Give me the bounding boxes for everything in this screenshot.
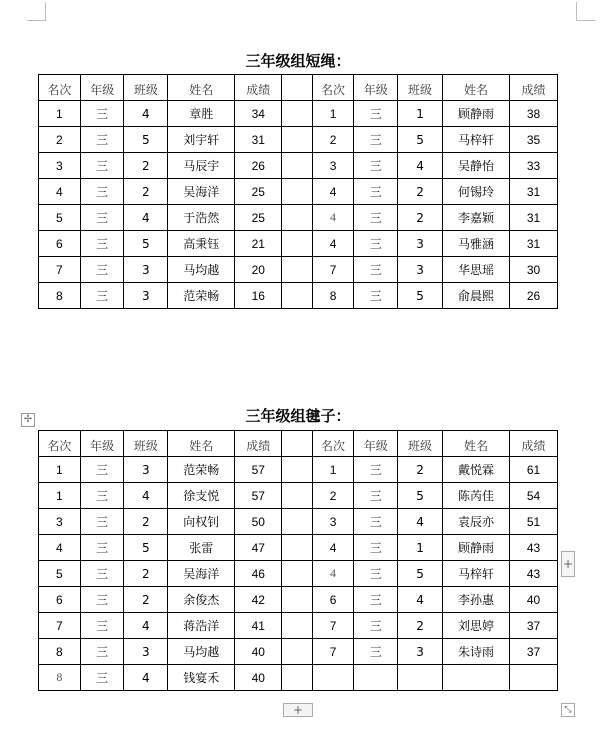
cell-name: 吴海洋 xyxy=(168,561,235,587)
cell-class: 1 xyxy=(398,535,443,561)
cell-name: 刘宇轩 xyxy=(168,127,235,153)
cell-score: 43 xyxy=(510,535,558,561)
gap-cell xyxy=(282,535,313,561)
gap-cell xyxy=(282,483,313,509)
cell-score: 50 xyxy=(235,509,282,535)
gap-cell xyxy=(282,613,313,639)
cell-grade: 三 xyxy=(80,535,124,561)
cell-class: 4 xyxy=(124,483,168,509)
cell-rank: 1 xyxy=(312,101,354,127)
cell-score: 47 xyxy=(235,535,282,561)
gap-cell xyxy=(282,587,313,613)
header-row xyxy=(39,75,558,101)
header-cell-rank: 名次 xyxy=(312,75,354,101)
shuttlecock-results-table xyxy=(38,430,558,691)
cell-name: 余俊杰 xyxy=(168,587,235,613)
cell-grade: 三 xyxy=(80,153,124,179)
cell-class: 4 xyxy=(398,509,443,535)
cell-rank: 4 xyxy=(312,205,354,231)
cell-score: 31 xyxy=(510,231,558,257)
cell-name: 向权钊 xyxy=(168,509,235,535)
table-row xyxy=(39,127,558,153)
page-corner-mark-top-right xyxy=(576,2,595,21)
cell-score: 54 xyxy=(510,483,558,509)
cell-score: 57 xyxy=(235,457,282,483)
cell-rank: 3 xyxy=(39,153,81,179)
cell-rank: 8 xyxy=(39,283,81,309)
header-cell-name: 姓名 xyxy=(168,431,235,457)
cell-rank: 5 xyxy=(39,205,81,231)
gap-cell xyxy=(282,665,313,691)
cell-name: 章胜 xyxy=(168,101,235,127)
cell-class: 2 xyxy=(124,561,168,587)
cell-grade xyxy=(354,665,398,691)
cell-name: 何锡玲 xyxy=(442,179,509,205)
cell-rank: 3 xyxy=(39,509,81,535)
cell-name: 范荣畅 xyxy=(168,457,235,483)
gap-cell xyxy=(282,75,313,101)
cell-name: 蒋浩洋 xyxy=(168,613,235,639)
cell-rank: 4 xyxy=(39,179,81,205)
cell-name xyxy=(442,665,509,691)
cell-class: 2 xyxy=(124,587,168,613)
gap-cell xyxy=(282,639,313,665)
cell-grade: 三 xyxy=(80,179,124,205)
cell-score: 35 xyxy=(510,127,558,153)
gap-cell xyxy=(282,127,313,153)
cell-score: 43 xyxy=(510,561,558,587)
cell-rank: 4 xyxy=(312,535,354,561)
header-cell-name: 姓名 xyxy=(442,75,509,101)
cell-name: 吴海洋 xyxy=(168,179,235,205)
cell-grade: 三 xyxy=(354,231,398,257)
table-row xyxy=(39,665,558,691)
cell-class: 2 xyxy=(398,179,443,205)
cell-class: 5 xyxy=(398,483,443,509)
cell-class: 5 xyxy=(398,283,443,309)
cell-score: 40 xyxy=(235,665,282,691)
cell-grade: 三 xyxy=(354,483,398,509)
cell-class: 5 xyxy=(124,231,168,257)
cell-grade: 三 xyxy=(354,613,398,639)
header-row xyxy=(39,431,558,457)
cell-rank: 4 xyxy=(39,535,81,561)
gap-cell xyxy=(282,431,313,457)
cell-score: 31 xyxy=(235,127,282,153)
table-row xyxy=(39,613,558,639)
cell-name: 马均越 xyxy=(168,257,235,283)
cell-class: 5 xyxy=(124,127,168,153)
cell-grade: 三 xyxy=(80,561,124,587)
cell-rank: 1 xyxy=(39,483,81,509)
cell-score: 26 xyxy=(510,283,558,309)
cell-name: 吴静怡 xyxy=(442,153,509,179)
cell-grade: 三 xyxy=(80,639,124,665)
table-row xyxy=(39,153,558,179)
cell-rank: 6 xyxy=(39,231,81,257)
shuttlecock-table-title: 三年级组毽子： xyxy=(245,407,351,425)
cell-name: 高秉钰 xyxy=(168,231,235,257)
cell-score: 33 xyxy=(510,153,558,179)
cell-grade: 三 xyxy=(354,535,398,561)
header-cell-score: 成绩 xyxy=(510,75,558,101)
table-row xyxy=(39,457,558,483)
cell-class: 1 xyxy=(398,101,443,127)
cell-grade: 三 xyxy=(354,561,398,587)
cell-class: 3 xyxy=(398,257,443,283)
cell-name: 顾静雨 xyxy=(442,535,509,561)
cell-score: 30 xyxy=(510,257,558,283)
gap-cell xyxy=(282,101,313,127)
cell-name: 俞晨熙 xyxy=(442,283,509,309)
table-row xyxy=(39,561,558,587)
gap-cell xyxy=(282,283,313,309)
cell-grade: 三 xyxy=(354,153,398,179)
cell-rank: 7 xyxy=(39,613,81,639)
gap-cell xyxy=(282,509,313,535)
cell-score: 21 xyxy=(235,231,282,257)
cell-name: 钱宴禾 xyxy=(168,665,235,691)
header-cell-rank: 名次 xyxy=(39,431,81,457)
cell-rank: 7 xyxy=(312,257,354,283)
table-row xyxy=(39,283,558,309)
header-cell-name: 姓名 xyxy=(442,431,509,457)
table-row xyxy=(39,535,558,561)
header-cell-grade: 年级 xyxy=(354,431,398,457)
cell-grade: 三 xyxy=(354,457,398,483)
cell-grade: 三 xyxy=(354,509,398,535)
header-cell-class: 班级 xyxy=(398,431,443,457)
cell-grade: 三 xyxy=(80,283,124,309)
cell-score: 26 xyxy=(235,153,282,179)
table-row xyxy=(39,639,558,665)
cell-grade: 三 xyxy=(80,509,124,535)
cell-score: 41 xyxy=(235,613,282,639)
table-row xyxy=(39,257,558,283)
cell-class: 2 xyxy=(398,205,443,231)
cell-class: 2 xyxy=(124,179,168,205)
cell-class: 3 xyxy=(124,639,168,665)
cell-name: 马辰宇 xyxy=(168,153,235,179)
cell-grade: 三 xyxy=(80,257,124,283)
cell-score: 46 xyxy=(235,561,282,587)
cell-class: 5 xyxy=(124,535,168,561)
gap-cell xyxy=(282,457,313,483)
add-column-button[interactable]: + xyxy=(561,551,575,577)
cell-rank: 8 xyxy=(39,665,81,691)
table-row xyxy=(39,205,558,231)
header-cell-name: 姓名 xyxy=(168,75,235,101)
cell-grade: 三 xyxy=(80,231,124,257)
cell-rank: 2 xyxy=(312,483,354,509)
cell-score xyxy=(510,665,558,691)
cell-score: 61 xyxy=(510,457,558,483)
cell-name: 李嘉颖 xyxy=(442,205,509,231)
cell-score: 25 xyxy=(235,205,282,231)
cell-name: 戴悦霖 xyxy=(442,457,509,483)
cell-rank: 5 xyxy=(39,561,81,587)
cell-name: 于浩然 xyxy=(168,205,235,231)
cell-rank: 3 xyxy=(312,509,354,535)
cell-rank: 8 xyxy=(39,639,81,665)
cell-rank: 2 xyxy=(39,127,81,153)
cell-score: 31 xyxy=(510,179,558,205)
cell-grade: 三 xyxy=(80,101,124,127)
header-cell-grade: 年级 xyxy=(80,431,124,457)
header-cell-rank: 名次 xyxy=(39,75,81,101)
cell-name: 张雷 xyxy=(168,535,235,561)
gap-cell xyxy=(282,179,313,205)
cell-grade: 三 xyxy=(80,665,124,691)
cell-score: 38 xyxy=(510,101,558,127)
cell-grade: 三 xyxy=(80,457,124,483)
cell-class: 5 xyxy=(398,127,443,153)
table-row xyxy=(39,509,558,535)
cell-grade: 三 xyxy=(354,283,398,309)
add-row-button[interactable]: + xyxy=(283,703,313,717)
table-row xyxy=(39,101,558,127)
cell-rank: 3 xyxy=(312,153,354,179)
cell-grade: 三 xyxy=(80,205,124,231)
cell-score: 40 xyxy=(235,639,282,665)
cell-score: 40 xyxy=(510,587,558,613)
cell-class: 3 xyxy=(124,283,168,309)
table-row xyxy=(39,483,558,509)
cell-class: 4 xyxy=(124,665,168,691)
cell-class: 4 xyxy=(124,613,168,639)
cell-rank: 6 xyxy=(312,587,354,613)
gap-cell xyxy=(282,561,313,587)
cell-class: 3 xyxy=(124,457,168,483)
header-cell-score: 成绩 xyxy=(235,75,282,101)
cell-name: 徐支悦 xyxy=(168,483,235,509)
cell-grade: 三 xyxy=(354,179,398,205)
cell-score: 31 xyxy=(510,205,558,231)
cell-rank: 4 xyxy=(312,179,354,205)
cell-rank: 1 xyxy=(39,101,81,127)
cell-rank: 7 xyxy=(312,613,354,639)
cell-grade: 三 xyxy=(354,205,398,231)
cell-class xyxy=(398,665,443,691)
cell-score: 51 xyxy=(510,509,558,535)
cell-name: 袁辰亦 xyxy=(442,509,509,535)
cell-class: 3 xyxy=(398,231,443,257)
table-resize-handle-icon[interactable]: ⤡ xyxy=(561,703,575,717)
gap-cell xyxy=(282,153,313,179)
header-cell-score: 成绩 xyxy=(235,431,282,457)
cell-rank: 7 xyxy=(39,257,81,283)
cell-name: 刘思婷 xyxy=(442,613,509,639)
table-move-handle-icon[interactable]: ✢ xyxy=(21,413,35,427)
cell-rank: 8 xyxy=(312,283,354,309)
cell-name: 顾静雨 xyxy=(442,101,509,127)
cell-name: 范荣畅 xyxy=(168,283,235,309)
cell-name: 马梓轩 xyxy=(442,127,509,153)
cell-name: 马雅涵 xyxy=(442,231,509,257)
cell-grade: 三 xyxy=(354,127,398,153)
cell-name: 马梓轩 xyxy=(442,561,509,587)
header-cell-grade: 年级 xyxy=(354,75,398,101)
cell-score: 34 xyxy=(235,101,282,127)
cell-name: 陈芮佳 xyxy=(442,483,509,509)
header-cell-score: 成绩 xyxy=(510,431,558,457)
cell-rank: 4 xyxy=(312,231,354,257)
cell-class: 5 xyxy=(398,561,443,587)
table-row xyxy=(39,587,558,613)
cell-class: 4 xyxy=(398,153,443,179)
cell-score: 20 xyxy=(235,257,282,283)
cell-grade: 三 xyxy=(80,483,124,509)
cell-class: 2 xyxy=(398,457,443,483)
cell-grade: 三 xyxy=(354,639,398,665)
cell-rank: 2 xyxy=(312,127,354,153)
header-cell-class: 班级 xyxy=(398,75,443,101)
cell-rank: 1 xyxy=(312,457,354,483)
cell-name: 华思瑶 xyxy=(442,257,509,283)
gap-cell xyxy=(282,231,313,257)
gap-cell xyxy=(282,205,313,231)
cell-name: 马均越 xyxy=(168,639,235,665)
cell-grade: 三 xyxy=(80,587,124,613)
header-cell-class: 班级 xyxy=(124,431,168,457)
cell-rank xyxy=(312,665,354,691)
cell-name: 李孙惠 xyxy=(442,587,509,613)
cell-rank: 4 xyxy=(312,561,354,587)
cell-grade: 三 xyxy=(354,587,398,613)
table-row xyxy=(39,231,558,257)
cell-score: 37 xyxy=(510,639,558,665)
cell-grade: 三 xyxy=(354,257,398,283)
table-row xyxy=(39,179,558,205)
cell-score: 37 xyxy=(510,613,558,639)
jump-rope-table-title: 三年级组短绳： xyxy=(245,52,351,70)
page-corner-mark-top-left xyxy=(27,2,46,21)
cell-class: 3 xyxy=(124,257,168,283)
cell-name: 朱诗雨 xyxy=(442,639,509,665)
header-cell-grade: 年级 xyxy=(80,75,124,101)
cell-grade: 三 xyxy=(354,101,398,127)
cell-class: 2 xyxy=(124,153,168,179)
cell-score: 42 xyxy=(235,587,282,613)
cell-class: 4 xyxy=(124,205,168,231)
gap-cell xyxy=(282,257,313,283)
cell-score: 16 xyxy=(235,283,282,309)
cell-rank: 6 xyxy=(39,587,81,613)
cell-class: 2 xyxy=(398,613,443,639)
header-cell-rank: 名次 xyxy=(312,431,354,457)
cell-rank: 1 xyxy=(39,457,81,483)
cell-class: 2 xyxy=(124,509,168,535)
cell-class: 4 xyxy=(398,587,443,613)
cell-class: 3 xyxy=(398,639,443,665)
jump-rope-results-table xyxy=(38,74,558,309)
cell-score: 25 xyxy=(235,179,282,205)
cell-grade: 三 xyxy=(80,613,124,639)
cell-class: 4 xyxy=(124,101,168,127)
cell-rank: 7 xyxy=(312,639,354,665)
cell-grade: 三 xyxy=(80,127,124,153)
cell-score: 57 xyxy=(235,483,282,509)
header-cell-class: 班级 xyxy=(124,75,168,101)
